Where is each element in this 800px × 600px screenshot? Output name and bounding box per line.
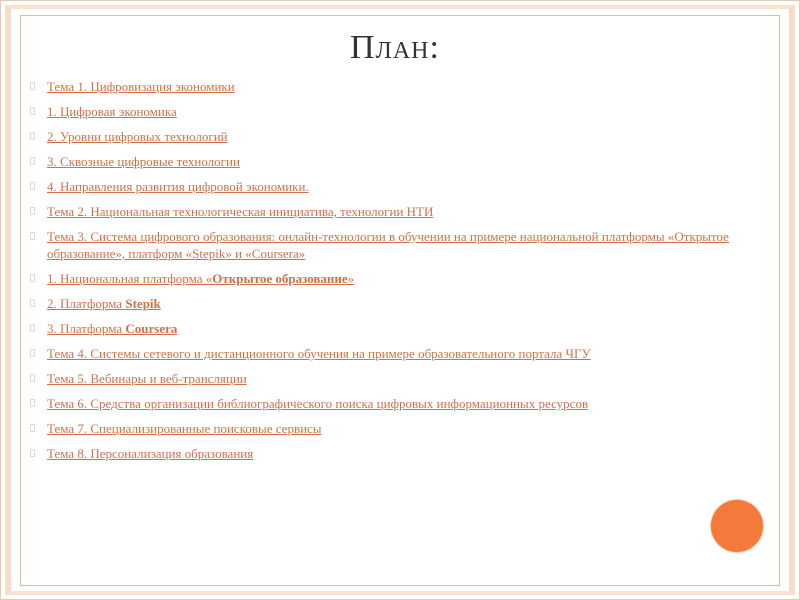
plan-item	[30, 270, 730, 287]
plan-item-link[interactable]	[47, 154, 240, 169]
plan-item	[30, 128, 730, 145]
plan-item-link[interactable]	[47, 396, 588, 411]
slide-title: План:	[350, 29, 440, 66]
plan-item-text: 3. Сквозные цифровые технологии	[47, 154, 240, 169]
plan-item	[30, 78, 730, 95]
plan-item-text: 1. Национальная платформа «	[47, 271, 213, 286]
plan-list	[30, 78, 730, 462]
bullet-icon	[30, 424, 35, 432]
bullet-icon	[30, 449, 35, 457]
plan-item	[30, 228, 730, 262]
bullet-icon	[30, 299, 35, 307]
plan-item-text: 3. Платформа	[47, 321, 126, 336]
plan-item-text: 4. Направления развития цифровой экономики.	[47, 179, 309, 194]
plan-item-link[interactable]	[47, 296, 161, 311]
bullet-icon	[30, 107, 35, 115]
plan-item	[30, 370, 730, 387]
bullet-icon	[30, 274, 35, 282]
plan-item-text: Тема 8. Персонализация образования	[47, 446, 254, 461]
plan-item	[30, 395, 730, 412]
plan-item-link[interactable]	[47, 271, 354, 286]
plan-item-text: Тема 4. Системы сетевого и дистанционного обучения на примере образовательного портала ЧГУ	[47, 346, 591, 361]
plan-item-text: 1. Цифровая экономика	[47, 104, 177, 119]
plan-item-link[interactable]	[47, 129, 228, 144]
bullet-icon	[30, 182, 35, 190]
plan-item-link[interactable]	[47, 204, 433, 219]
plan-item	[30, 203, 730, 220]
plan-item-text: Тема 2. Национальная технологическая инициатива, технологии НТИ	[47, 204, 434, 219]
plan-item-link[interactable]	[47, 104, 177, 119]
plan-item-emphasis: Открытое образование	[212, 271, 348, 286]
bullet-icon	[30, 349, 35, 357]
plan-item-emphasis: Stepik	[125, 296, 161, 311]
bullet-icon	[30, 399, 35, 407]
plan-item-emphasis: Coursera	[125, 321, 178, 336]
bullet-icon	[30, 324, 35, 332]
plan-item-text: 2. Платформа	[47, 296, 126, 311]
plan-item-link[interactable]	[47, 421, 322, 436]
bullet-icon	[30, 232, 35, 240]
plan-item-link[interactable]	[47, 446, 253, 461]
plan-item-text: 2. Уровни цифровых технологий	[47, 129, 228, 144]
plan-item-link[interactable]	[47, 79, 235, 94]
plan-item-link[interactable]	[47, 321, 177, 336]
plan-item	[30, 420, 730, 437]
bullet-icon	[30, 157, 35, 165]
bullet-icon	[30, 207, 35, 215]
plan-item	[30, 295, 730, 312]
bullet-icon	[30, 132, 35, 140]
plan-item-text: Тема 7. Специализированные поисковые сервисы	[47, 421, 322, 436]
plan-item-text: »	[347, 271, 355, 286]
decorative-orange-circle	[711, 500, 763, 552]
bullet-icon	[30, 374, 35, 382]
plan-item-link[interactable]	[47, 229, 729, 261]
plan-item-text: Тема 3. Система цифрового образования: онлайн-технологии в обучении на примере национальной платформы «Открытое образование», платформ «Stepik» и «Coursera»	[47, 229, 729, 261]
plan-item-link[interactable]	[47, 346, 591, 361]
plan-item	[30, 153, 730, 170]
plan-item-link[interactable]	[47, 371, 247, 386]
plan-item-text: Тема 6. Средства организации библиографического поиска цифровых информационных ресурсов	[47, 396, 589, 411]
plan-item-link[interactable]	[47, 179, 309, 194]
plan-item	[30, 178, 730, 195]
bullet-icon	[30, 82, 35, 90]
plan-item	[30, 103, 730, 120]
plan-item	[30, 345, 730, 362]
plan-item-text: Тема 5. Вебинары и веб-трансляции	[47, 371, 247, 386]
plan-item	[30, 445, 730, 462]
plan-item	[30, 320, 730, 337]
plan-item-text: Тема 1. Цифровизация экономики	[47, 79, 235, 94]
